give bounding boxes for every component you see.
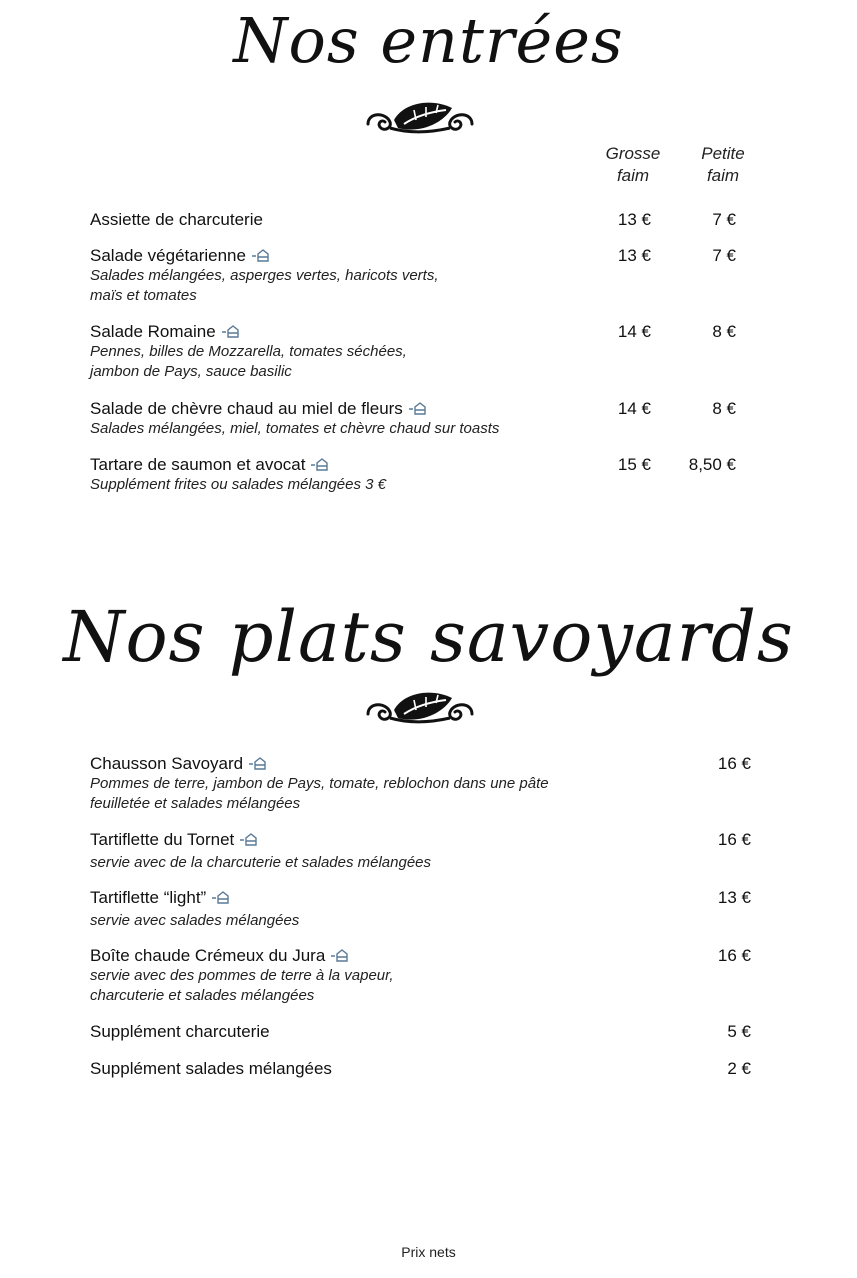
menu-item-name-wrap (90, 1059, 332, 1079)
leaf-ornament-icon (364, 98, 476, 140)
menu-item (90, 210, 263, 230)
menu-item-name-wrap (90, 888, 299, 908)
menu-item-description: Pennes, billes de Mozzarella, tomates séchées, (90, 343, 407, 360)
price-grosse: 14 € (617, 399, 651, 418)
column-heading-line: faim (616, 166, 650, 185)
menu-item-name-wrap (90, 754, 549, 774)
menu-item-name: Salade végétarienne (90, 246, 246, 265)
footer-note: Prix nets (401, 1244, 456, 1260)
leaf-ornament-icon (364, 688, 476, 730)
menu-item-description: feuilletée et salades mélangées (90, 795, 301, 812)
price-petite: 7 € (712, 210, 736, 229)
menu-item-name: Tartiflette “light” (90, 888, 207, 907)
cheese-icon (222, 325, 240, 339)
menu-item-name: Salade Romaine (90, 322, 216, 341)
menu-item-description: Supplément frites ou salades mélangées 3 € (90, 476, 387, 493)
menu-item-name-wrap (90, 322, 407, 342)
menu-item-name: Tartare de saumon et avocat (90, 455, 306, 474)
cheese-icon (212, 891, 230, 905)
menu-item-name-wrap (90, 946, 394, 966)
price-grosse: 13 € (617, 246, 651, 265)
cheese-icon (252, 249, 270, 263)
price: 16 € (717, 754, 751, 773)
menu-item-name-wrap (90, 1022, 270, 1042)
cheese-icon (249, 757, 267, 771)
menu-item-name: Supplément charcuterie (90, 1022, 270, 1041)
menu-item (90, 1022, 270, 1042)
menu-item-name-wrap (90, 246, 439, 266)
menu-item-name-wrap (90, 210, 263, 230)
menu-item-name-wrap (90, 830, 431, 850)
column-heading-line: faim (706, 166, 740, 185)
price-grosse: 13 € (617, 210, 651, 229)
column-heading-line: Petite (701, 144, 745, 163)
menu-item-description: servie avec salades mélangées (90, 912, 300, 929)
price: 5 € (727, 1022, 751, 1041)
menu-item (90, 1059, 332, 1079)
menu-item (90, 399, 499, 439)
price: 2 € (727, 1059, 751, 1078)
menu-item-description: servie avec de la charcuterie et salades mélangées (90, 854, 432, 871)
menu-item-name-wrap (90, 399, 499, 419)
menu-item-description: Salades mélangées, miel, tomates et chèvre chaud sur toasts (90, 420, 500, 437)
menu-item-description: servie avec des pommes de terre à la vapeur, (90, 967, 394, 984)
menu-item-description: maïs et tomates (90, 287, 197, 304)
menu-item (90, 946, 394, 1006)
menu-item-description: jambon de Pays, sauce basilic (90, 363, 292, 380)
menu-item-name: Tartiflette du Tornet (90, 830, 235, 849)
price-petite: 8 € (712, 399, 736, 418)
menu-item-name: Chausson Savoyard (90, 754, 244, 773)
menu-item (90, 754, 549, 814)
menu-item (90, 455, 386, 495)
column-heading-grosse-faim (593, 143, 673, 187)
menu-item-name: Boîte chaude Crémeux du Jura (90, 946, 326, 965)
cheese-icon (240, 833, 258, 847)
menu-item (90, 830, 431, 873)
menu-item (90, 246, 439, 306)
price-petite: 8,50 € (688, 455, 736, 474)
column-heading-petite-faim (683, 143, 763, 187)
price-petite: 7 € (712, 246, 736, 265)
menu-item-name-wrap (90, 455, 386, 475)
cheese-icon (409, 402, 427, 416)
column-heading-line: Grosse (605, 144, 661, 163)
price-grosse: 15 € (617, 455, 651, 474)
menu-item-name: Salade de chèvre chaud au miel de fleurs (90, 399, 403, 418)
menu-item-description: charcuterie et salades mélangées (90, 987, 315, 1004)
menu-item-description: Pommes de terre, jambon de Pays, tomate, reblochon dans une pâte (90, 775, 549, 792)
price: 13 € (717, 888, 751, 907)
menu-item-description: Salades mélangées, asperges vertes, haricots verts, (90, 267, 439, 284)
price-petite: 8 € (712, 322, 736, 341)
cheese-icon (311, 458, 329, 472)
menu-item (90, 322, 407, 382)
menu-item (90, 888, 299, 931)
section-title-entrees: Nos entrées (233, 4, 624, 77)
price-grosse: 14 € (617, 322, 651, 341)
price: 16 € (717, 830, 751, 849)
menu-item-name: Assiette de charcuterie (90, 210, 263, 229)
cheese-icon (331, 949, 349, 963)
price: 16 € (717, 946, 751, 965)
section-title-plats-savoyards: Nos plats savoyards (63, 596, 794, 678)
menu-item-name: Supplément salades mélangées (90, 1059, 332, 1078)
